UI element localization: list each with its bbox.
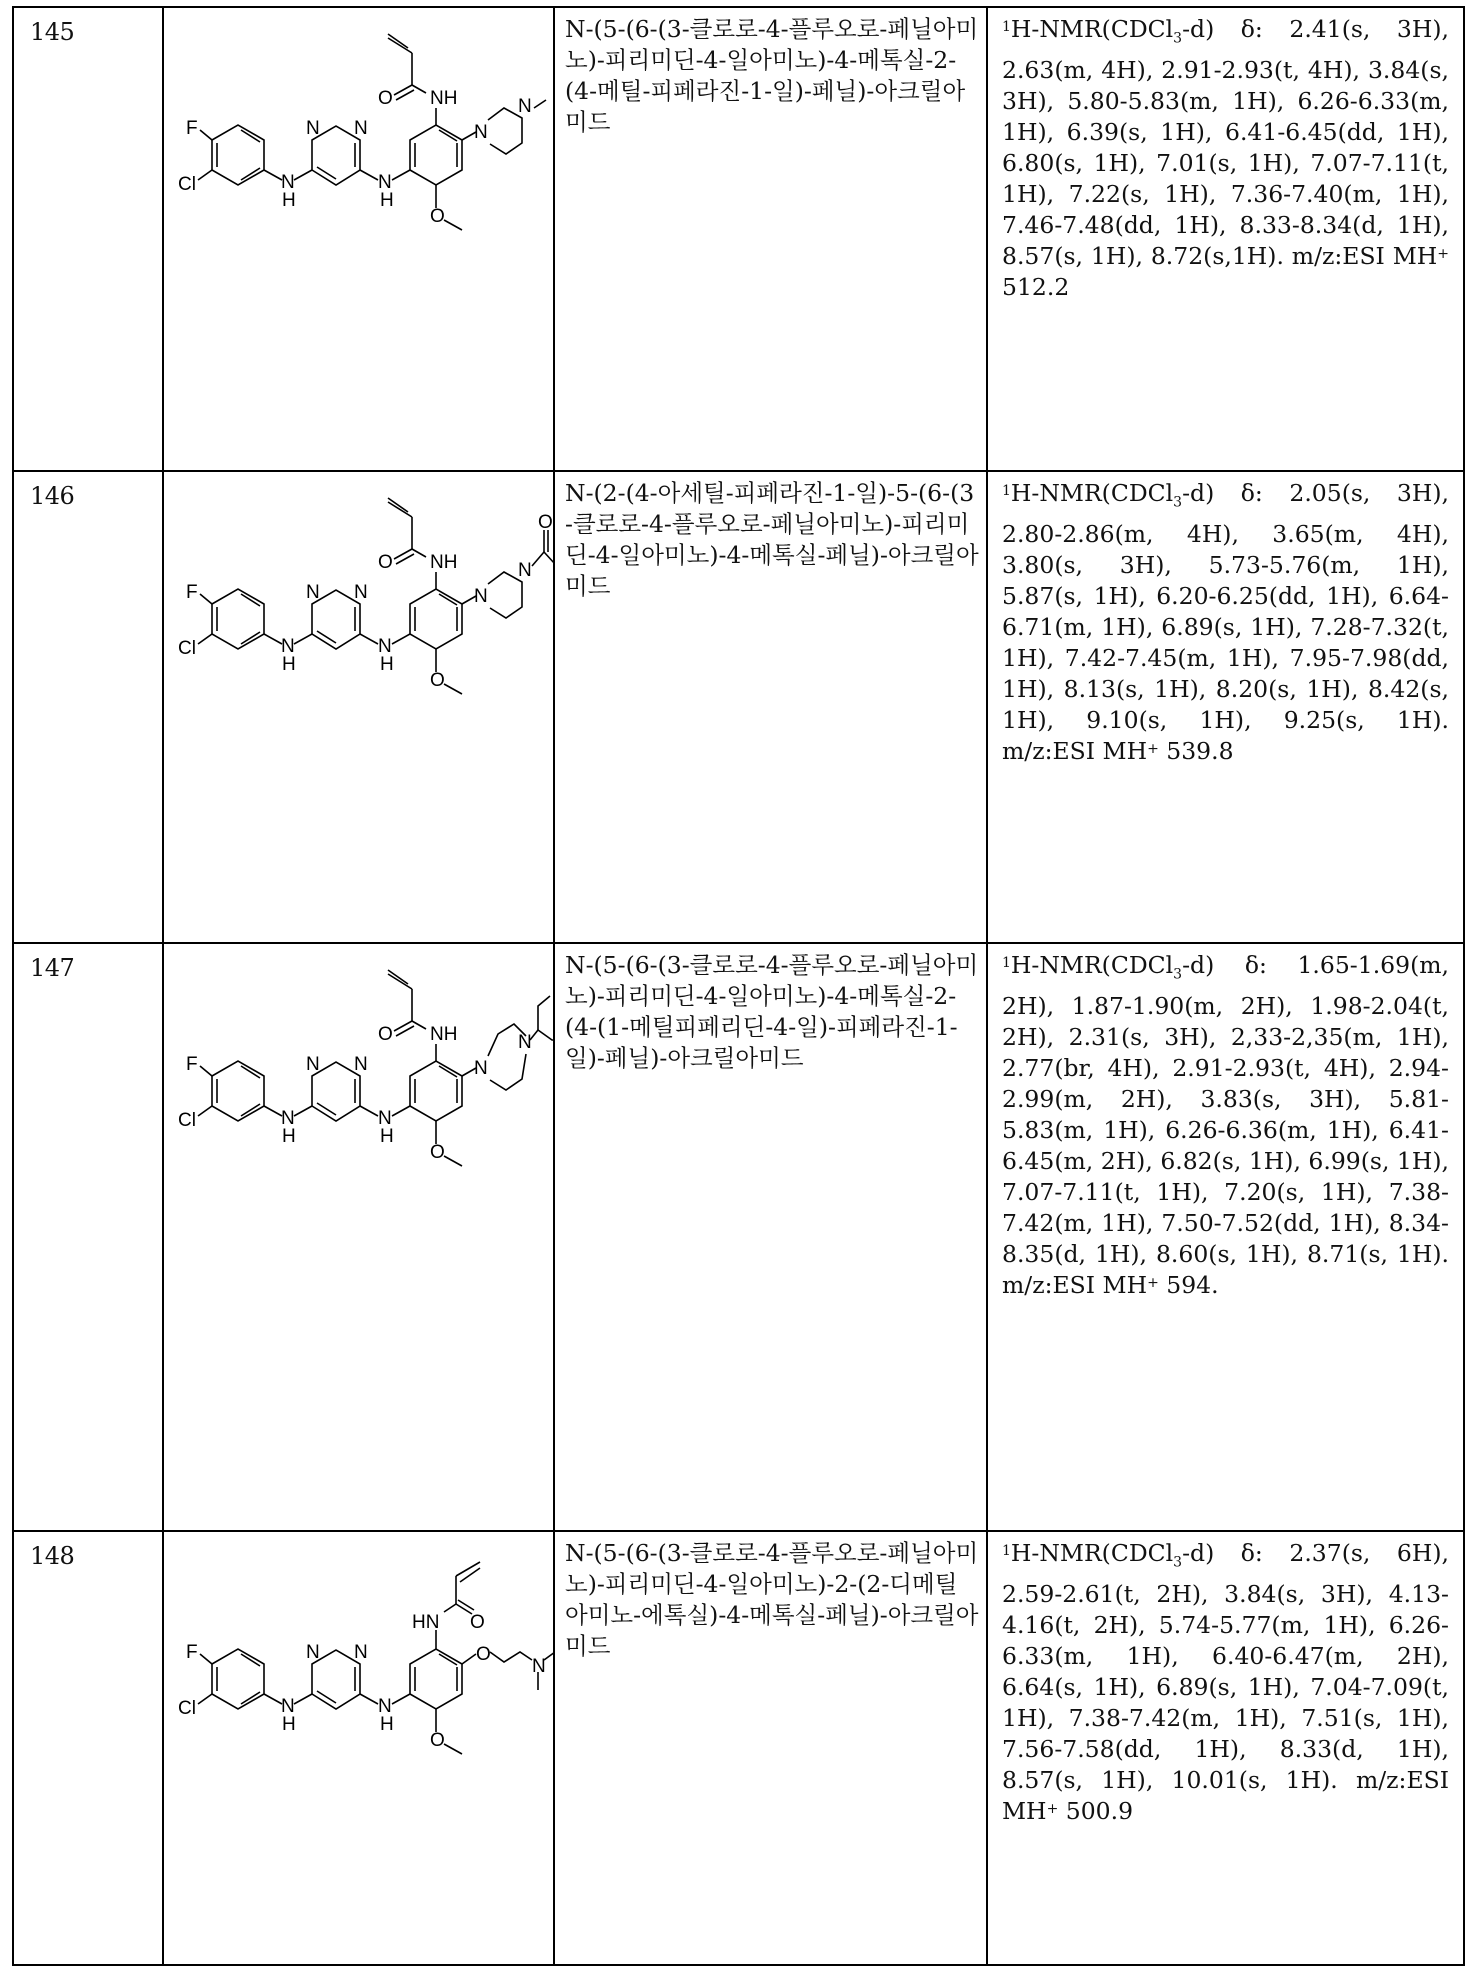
nmr-data	[988, 1532, 1463, 1827]
compound-table	[12, 6, 1465, 1966]
svg-text:N: N	[306, 1642, 320, 1663]
svg-text:F: F	[186, 1054, 198, 1075]
solvent-subscript: 3	[1173, 494, 1183, 511]
svg-text:Cl: Cl	[178, 174, 196, 195]
compound-name-cell	[554, 943, 987, 1531]
svg-text:O: O	[430, 1142, 445, 1163]
svg-text:NH: NH	[430, 552, 458, 573]
nmr-peaks: -d) δ: 2.05(s, 3H), 2.80-2.86(m, 4H), 3.65(m, 4H), 3.80(s, 3H), 5.73-5.76(m, 1H), 5.87(s, 1H), 6.20-6.25(dd, 1H), 6.64-6.71(m, 1H), 6.89(s, 1H), 7.28-7.32(t, 1H), 7.42-7.45(m, 1H), 7.95-7.98(dd, 1H), 8.13(s, 1H), 8.20(s, 1H), 8.42(s, 1H), 9.10(s, 1H), 9.25(s, 1H). m/z:ESI MH	[1002, 479, 1449, 765]
svg-text:F: F	[186, 118, 198, 139]
svg-text:H: H	[380, 1126, 394, 1147]
compound-number: 145	[30, 18, 75, 46]
nmr-head: H-NMR(CDCl	[1010, 1539, 1174, 1567]
mass-value: 539.8	[1158, 736, 1234, 765]
nmr-data-cell	[987, 943, 1464, 1531]
solvent-subscript: 3	[1173, 966, 1183, 983]
svg-text:N: N	[378, 172, 392, 193]
svg-text:H: H	[282, 1126, 296, 1147]
nmr-data	[988, 944, 1463, 1301]
isotope-superscript: 1	[1002, 1543, 1011, 1559]
nmr-peaks: -d) δ: 2.41(s, 3H), 2.63(m, 4H), 2.91-2.93(t, 4H), 3.84(s, 3H), 5.80-5.83(m, 1H), 6.26-6.33(m, 1H), 6.39(s, 1H), 6.41-6.45(dd, 1H), 6.80(s, 1H), 7.01(s, 1H), 7.07-7.11(t, 1H), 7.22(s, 1H), 7.36-7.40(m, 1H), 7.46-7.48(dd, 1H), 8.33-8.34(d, 1H), 8.57(s, 1H), 8.72(s,1H). m/z:ESI MH	[1002, 15, 1449, 270]
svg-text:O: O	[470, 1612, 485, 1633]
svg-text:N: N	[532, 1656, 546, 1677]
svg-text:N: N	[474, 586, 488, 607]
compound-number-cell	[13, 1531, 163, 1965]
svg-text:N: N	[378, 636, 392, 657]
compound-number: 147	[30, 954, 75, 982]
svg-text:O: O	[430, 206, 445, 227]
compound-name-cell	[554, 471, 987, 943]
svg-text:N: N	[354, 1642, 368, 1663]
compound-number: 148	[30, 1542, 75, 1570]
svg-text:H: H	[380, 654, 394, 675]
svg-text:N: N	[306, 1054, 320, 1075]
svg-text:N: N	[306, 582, 320, 603]
mass-value: 512.2	[1002, 272, 1070, 301]
charge-superscript: +	[1147, 1274, 1159, 1291]
svg-text:O: O	[378, 552, 393, 573]
svg-text:O: O	[430, 1730, 445, 1751]
compound-name-cell	[554, 1531, 987, 1965]
svg-text:N: N	[474, 122, 488, 143]
svg-text:H: H	[380, 190, 394, 211]
nmr-data-cell	[987, 471, 1464, 943]
svg-text:O: O	[476, 1644, 491, 1665]
compound-number: 146	[30, 482, 75, 510]
compound-name: N-(5-(6-(3-클로로-4-플루오로-페닐아미노)-피리미딘-4-일아미노)-4-메톡실-2-(4-(1-메틸피페리딘-4-일)-피페라진-1-일)-페닐)-아크릴아미드	[565, 951, 979, 1072]
nmr-peaks: -d) δ: 1.65-1.69(m, 2H), 1.87-1.90(m, 2H), 1.98-2.04(t, 2H), 2.31(s, 3H), 2,33-2,35(m, 1H), 2.77(br, 4H), 2.91-2.93(t, 4H), 2.94-2.99(m, 2H), 3.83(s, 3H), 5.81-5.83(m, 1H), 6.26-6.36(m, 1H), 6.41-6.45(m, 2H), 6.82(s, 1H), 6.99(s, 1H), 7.07-7.11(t, 1H), 7.20(s, 1H), 7.38-7.42(m, 1H), 7.50-7.52(dd, 1H), 8.34-8.35(d, 1H), 8.60(s, 1H), 8.71(s, 1H). m/z:ESI MH	[1002, 951, 1449, 1299]
nmr-data-cell	[987, 7, 1464, 471]
svg-text:N: N	[518, 560, 532, 581]
svg-text:N: N	[518, 96, 532, 117]
svg-text:Cl: Cl	[178, 1698, 196, 1719]
svg-text:H: H	[282, 654, 296, 675]
nmr-head: H-NMR(CDCl	[1010, 15, 1174, 43]
chemical-structure-icon	[164, 472, 555, 712]
nmr-head: H-NMR(CDCl	[1010, 951, 1174, 979]
table-row	[13, 1531, 1464, 1965]
isotope-superscript: 1	[1002, 19, 1011, 35]
charge-superscript: +	[1147, 740, 1159, 757]
structure-cell	[163, 1531, 554, 1965]
isotope-superscript: 1	[1002, 483, 1011, 499]
svg-text:N: N	[281, 636, 295, 657]
svg-text:O: O	[430, 670, 445, 691]
table-row	[13, 7, 1464, 471]
svg-text:N: N	[378, 1108, 392, 1129]
charge-superscript: +	[1437, 245, 1449, 262]
solvent-subscript: 3	[1173, 1554, 1183, 1571]
structure-cell	[163, 471, 554, 943]
compound-number-cell	[13, 943, 163, 1531]
svg-text:N: N	[281, 1108, 295, 1129]
svg-text:NH: NH	[430, 1024, 458, 1045]
compound-name: N-(5-(6-(3-클로로-4-플루오로-페닐아미노)-피리미딘-4-일아미노)-2-(2-디메틸아미노-에톡실)-4-메톡실-페닐)-아크릴아미드	[565, 1539, 979, 1660]
compound-name-cell	[554, 7, 987, 471]
svg-text:HN: HN	[412, 1612, 440, 1633]
svg-text:N: N	[281, 1696, 295, 1717]
svg-text:H: H	[282, 1714, 296, 1735]
nmr-head: H-NMR(CDCl	[1010, 479, 1174, 507]
svg-text:H: H	[380, 1714, 394, 1735]
svg-text:N: N	[474, 1058, 488, 1079]
compound-name: N-(2-(4-아세틸-피페라진-1-일)-5-(6-(3-클로로-4-플루오로-페닐아미노)-피리미딘-4-일아미노)-4-메톡실-페닐)-아크릴아미드	[565, 479, 979, 600]
svg-text:F: F	[186, 1642, 198, 1663]
svg-text:N: N	[518, 1032, 532, 1053]
svg-text:N: N	[354, 582, 368, 603]
svg-text:N: N	[281, 172, 295, 193]
charge-superscript: +	[1046, 1800, 1059, 1817]
nmr-data	[988, 472, 1463, 767]
svg-text:Cl: Cl	[178, 1110, 196, 1131]
solvent-subscript: 3	[1173, 30, 1183, 47]
compound-number-cell	[13, 7, 163, 471]
svg-text:H: H	[282, 190, 296, 211]
svg-text:O: O	[538, 512, 553, 533]
nmr-data	[988, 8, 1463, 303]
compound-name: N-(5-(6-(3-클로로-4-플루오로-페닐아미노)-피리미딘-4-일아미노)-4-메톡실-2-(4-메틸-피페라진-1-일)-페닐)-아크릴아미드	[565, 15, 979, 136]
structure-cell	[163, 7, 554, 471]
svg-text:F: F	[186, 582, 198, 603]
svg-text:N: N	[354, 118, 368, 139]
isotope-superscript: 1	[1002, 955, 1011, 971]
svg-text:O: O	[378, 88, 393, 109]
table-row	[13, 943, 1464, 1531]
compound-number-cell	[13, 471, 163, 943]
chemical-structure-icon	[164, 1532, 555, 1772]
svg-text:NH: NH	[430, 88, 458, 109]
mass-value: 500.9	[1058, 1796, 1134, 1825]
svg-text:N: N	[378, 1696, 392, 1717]
nmr-data-cell	[987, 1531, 1464, 1965]
svg-text:O: O	[378, 1024, 393, 1045]
structure-cell	[163, 943, 554, 1531]
chemical-structure-icon	[164, 944, 555, 1184]
chemical-structure-icon	[164, 8, 555, 248]
svg-text:N: N	[354, 1054, 368, 1075]
svg-text:N: N	[306, 118, 320, 139]
table-row	[13, 471, 1464, 943]
mass-value: 594.	[1158, 1270, 1219, 1299]
nmr-peaks: -d) δ: 2.37(s, 6H), 2.59-2.61(t, 2H), 3.84(s, 3H), 4.13-4.16(t, 2H), 5.74-5.77(m, 1H), 6.26-6.33(m, 1H), 6.40-6.47(m, 2H), 6.64(s, 1H), 6.89(s, 1H), 7.04-7.09(t, 1H), 7.38-7.42(m, 1H), 7.51(s, 1H), 7.56-7.58(dd, 1H), 8.33(d, 1H), 8.57(s, 1H), 10.01(s, 1H). m/z:ESI MH	[1002, 1539, 1449, 1825]
svg-text:Cl: Cl	[178, 638, 196, 659]
